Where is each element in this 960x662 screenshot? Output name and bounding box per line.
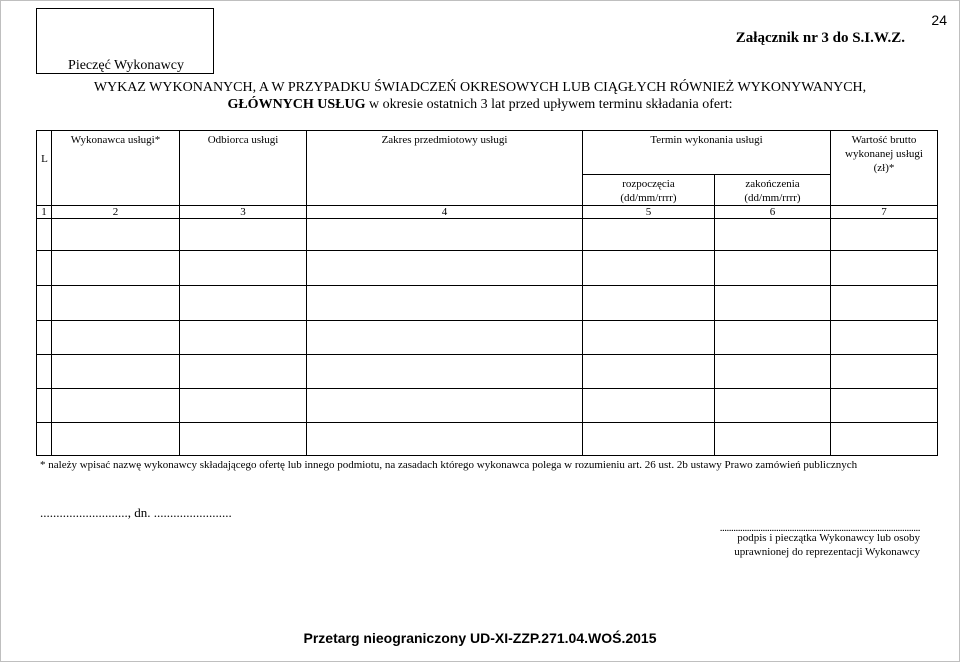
column-number-7: 7 bbox=[881, 206, 887, 218]
row-line-6 bbox=[36, 422, 938, 423]
header-start-format: (dd/mm/rrrr) bbox=[620, 192, 677, 204]
place-date-line: ..........................., dn. ........................ bbox=[40, 505, 232, 520]
col-line-6 bbox=[830, 130, 831, 456]
header-value-line3: (zł)* bbox=[873, 162, 895, 174]
term-subheader-line bbox=[582, 174, 831, 175]
footnote: * należy wpisać nazwę wykonawcy składającego ofertę lub innego podmiotu, na zasadach którego wykonawca polega w rozumieniu art. 26 ust. 2b ustawy Prawo zamówień publicznych bbox=[40, 459, 858, 471]
header-term: Termin wykonania usługi bbox=[650, 134, 763, 146]
document-title-line-2 bbox=[0, 97, 960, 113]
page-number: 24 bbox=[931, 12, 947, 28]
document-title-bold: GŁÓWNYCH USŁUG bbox=[227, 97, 366, 112]
document-title-rest: w okresie ostatnich 3 lat przed upływem terminu składania ofert: bbox=[365, 97, 733, 112]
column-number-3: 3 bbox=[240, 206, 246, 218]
row-line-4 bbox=[36, 354, 938, 355]
header-recipient: Odbiorca usługi bbox=[207, 134, 279, 146]
row-line-3 bbox=[36, 320, 938, 321]
tender-reference: Przetarg nieograniczony UD-XI-ZZP.271.04.WOŚ.2015 bbox=[303, 630, 657, 646]
header-lp: L bbox=[41, 153, 48, 165]
signature-dots: ......................................................................................... bbox=[719, 522, 920, 534]
col-line-3 bbox=[306, 130, 307, 456]
signature-caption-line2: uprawnionej do reprezentacji Wykonawcy bbox=[734, 546, 920, 558]
table-border-top bbox=[36, 130, 938, 131]
services-table bbox=[36, 130, 938, 456]
header-contractor: Wykonawca usługi* bbox=[70, 134, 161, 146]
row-line-1 bbox=[36, 250, 938, 251]
header-scope: Zakres przedmiotowy usługi bbox=[381, 134, 508, 146]
column-number-2: 2 bbox=[112, 206, 119, 218]
table-border-left bbox=[36, 130, 37, 456]
signature-caption-line1: podpis i pieczątka Wykonawcy lub osoby bbox=[737, 532, 920, 544]
header-end-date bbox=[715, 177, 830, 205]
table-border-right bbox=[937, 130, 938, 456]
signature-caption bbox=[660, 531, 920, 559]
header-value-line2: wykonanej usługi bbox=[845, 148, 923, 160]
attachment-label: Załącznik nr 3 do S.I.W.Z. bbox=[735, 30, 905, 46]
column-number-1: 1 bbox=[41, 206, 47, 218]
header-value bbox=[831, 133, 937, 175]
row-line-5 bbox=[36, 388, 938, 389]
row-line-2 bbox=[36, 285, 938, 286]
header-end-format: (dd/mm/rrrr) bbox=[744, 192, 801, 204]
column-number-5: 5 bbox=[645, 206, 652, 218]
document-title-line-1: WYKAZ WYKONANYCH, A W PRZYPADKU ŚWIADCZEŃ OKRESOWYCH LUB CIĄGŁYCH RÓWNIEŻ WYKONYWANYCH, bbox=[93, 80, 867, 95]
stamp-label: Pieczęć Wykonawcy bbox=[68, 58, 184, 73]
header-start-date bbox=[583, 177, 714, 205]
col-line-1 bbox=[51, 130, 52, 456]
column-number-4: 4 bbox=[441, 206, 448, 218]
header-start-label: rozpoczęcia bbox=[622, 178, 675, 190]
col-line-2 bbox=[179, 130, 180, 456]
table-border-bottom bbox=[36, 455, 938, 456]
column-number-6: 6 bbox=[769, 206, 776, 218]
header-value-line1: Wartość brutto bbox=[851, 134, 917, 146]
header-end-label: zakończenia bbox=[745, 178, 800, 190]
